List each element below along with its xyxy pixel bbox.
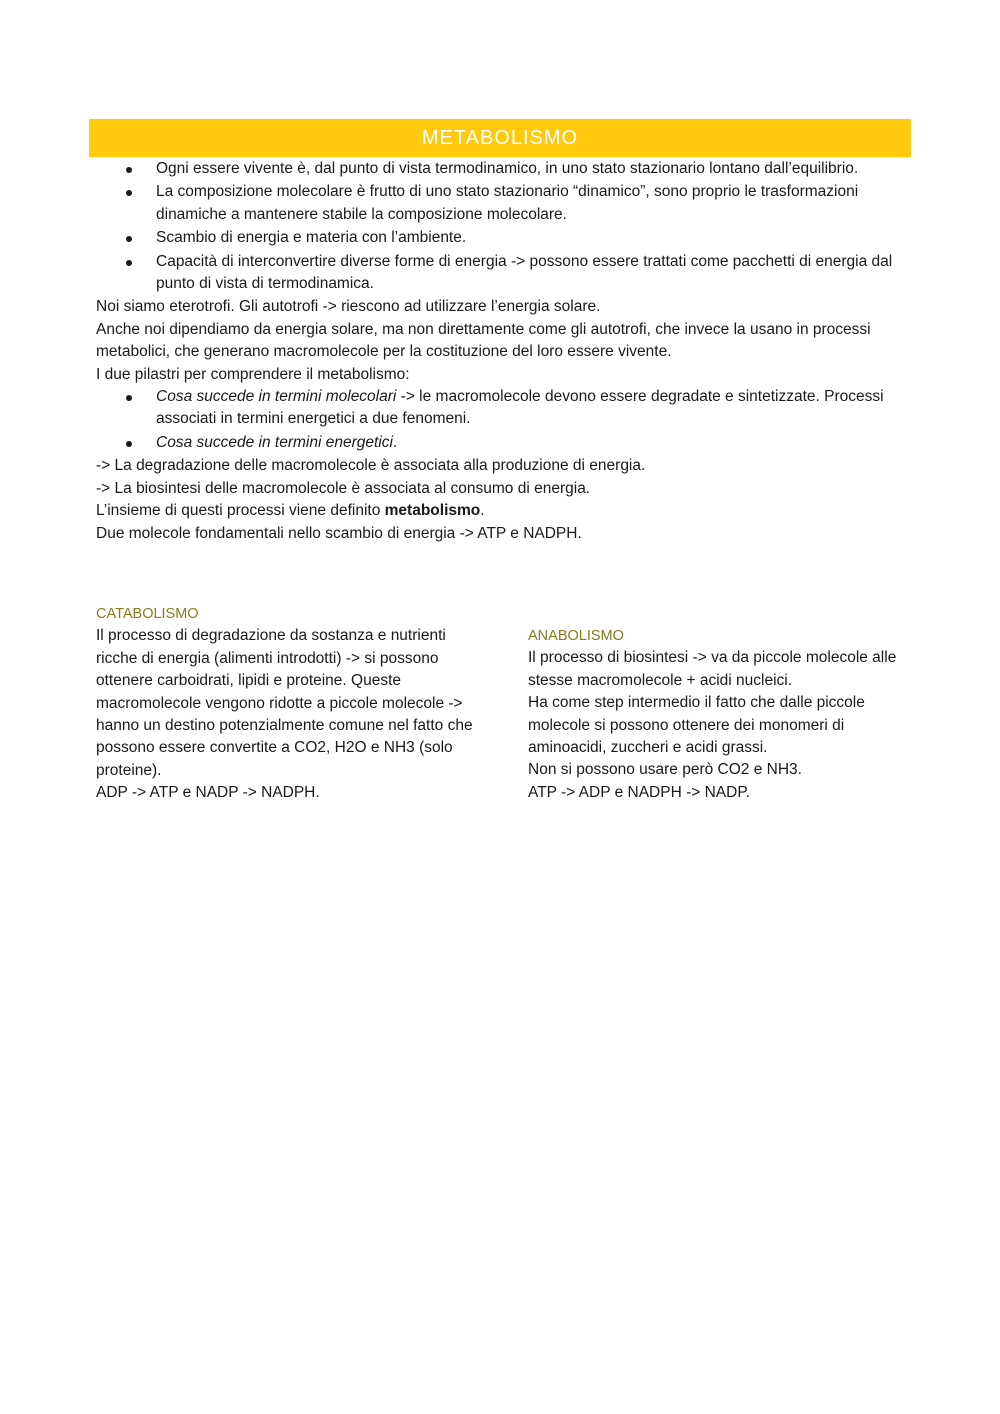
list-item xyxy=(96,386,906,431)
text-span: . xyxy=(480,502,485,520)
list-item-text: . xyxy=(392,433,398,451)
list-item-text: La composizione molecolare è frutto di uno stato stazionario “dinamico”, sono proprio le trasformazioni dinamiche a mantenere stabile la composizione molecolare. xyxy=(156,183,859,223)
paragraph: Ha come step intermedio il fatto che dalle piccole molecole si possono ottenere dei monomeri di aminoacidi, zuccheri e acidi grassi. xyxy=(528,694,865,757)
paragraph: Non si possono usare però CO2 e NH3. xyxy=(528,761,802,779)
list-item-italic: Cosa succede in termini energetici xyxy=(156,433,393,451)
section-title-catabolismo: CATABOLISMO xyxy=(96,606,199,622)
paragraph: Noi siamo eterotrofi. Gli autotrofi -> riescono ad utilizzare l’energia solare. xyxy=(96,298,601,316)
paragraph: ADP -> ATP e NADP -> NADPH. xyxy=(96,784,320,802)
list-item-text: Capacità di interconvertire diverse forme di energia -> possono essere trattati come pacchetti di energia dal punto di vista di termodinamica. xyxy=(156,252,893,293)
paragraph: I due pilastri per comprendere il metabolismo: xyxy=(96,365,410,383)
main-content xyxy=(96,158,906,545)
bullet-icon xyxy=(126,167,132,173)
bullet-icon xyxy=(126,441,132,447)
paragraph: -> La degradazione delle macromolecole è associata alla produzione di energia. xyxy=(96,457,646,475)
paragraph: ATP -> ADP e NADPH -> NADP. xyxy=(528,783,750,801)
anabolismo-section xyxy=(528,625,908,804)
list-item xyxy=(96,432,906,454)
text-span: L’insieme di questi processi viene definito xyxy=(96,502,385,520)
paragraph: Anche noi dipendiamo da energia solare, ma non direttamente come gli autotrofi, che invece la usano in processi metabolici, che generano macromolecole per la costituzione del loro essere vivente. xyxy=(96,320,871,361)
list-item-text: Scambio di energia e materia con l’ambiente. xyxy=(156,229,467,247)
list-item xyxy=(96,181,906,226)
page-title: METABOLISMO xyxy=(89,119,911,157)
paragraph: -> La biosintesi delle macromolecole è associata al consumo di energia. xyxy=(96,479,591,497)
paragraph xyxy=(96,500,906,522)
bullet-icon xyxy=(126,395,132,401)
list-item-text: Ogni essere vivente è, dal punto di vista termodinamico, in uno stato stazionario lontano dall’equilibrio. xyxy=(156,160,859,177)
list-item xyxy=(96,251,906,296)
bold-term: metabolismo xyxy=(384,502,481,520)
bullet-icon xyxy=(126,236,132,242)
paragraph: Il processo di degradazione da sostanza e nutrienti ricche di energia (alimenti introdotti) -> si possono ottenere carboidrati, lipidi e proteine. Queste macromolecole vengono ridotte a piccole molecole -> hanno un destino potenzialmente comune nel fatto che possono essere convertite a CO2, H2O e NH3 (solo proteine). xyxy=(96,627,473,779)
section-title-anabolismo: ANABOLISMO xyxy=(528,628,624,644)
list-item-text: -> le macromolecole devono essere degradate e sintetizzate. Processi associati in termini energetici a due fenomeni. xyxy=(156,388,884,428)
catabolismo-section xyxy=(96,603,476,805)
list-item-italic: Cosa succede in termini molecolari xyxy=(156,388,397,406)
bullet-list-pillars xyxy=(96,386,906,454)
paragraph: Il processo di biosintesi -> va da piccole molecole alle stesse macromolecole + acidi nucleici. xyxy=(528,649,897,689)
list-item xyxy=(96,227,906,249)
bullet-icon xyxy=(126,190,132,196)
bullet-icon xyxy=(126,260,132,266)
list-item xyxy=(96,158,906,180)
paragraph: Due molecole fondamentali nello scambio di energia -> ATP e NADPH. xyxy=(96,524,582,542)
bullet-list-properties xyxy=(96,158,906,295)
